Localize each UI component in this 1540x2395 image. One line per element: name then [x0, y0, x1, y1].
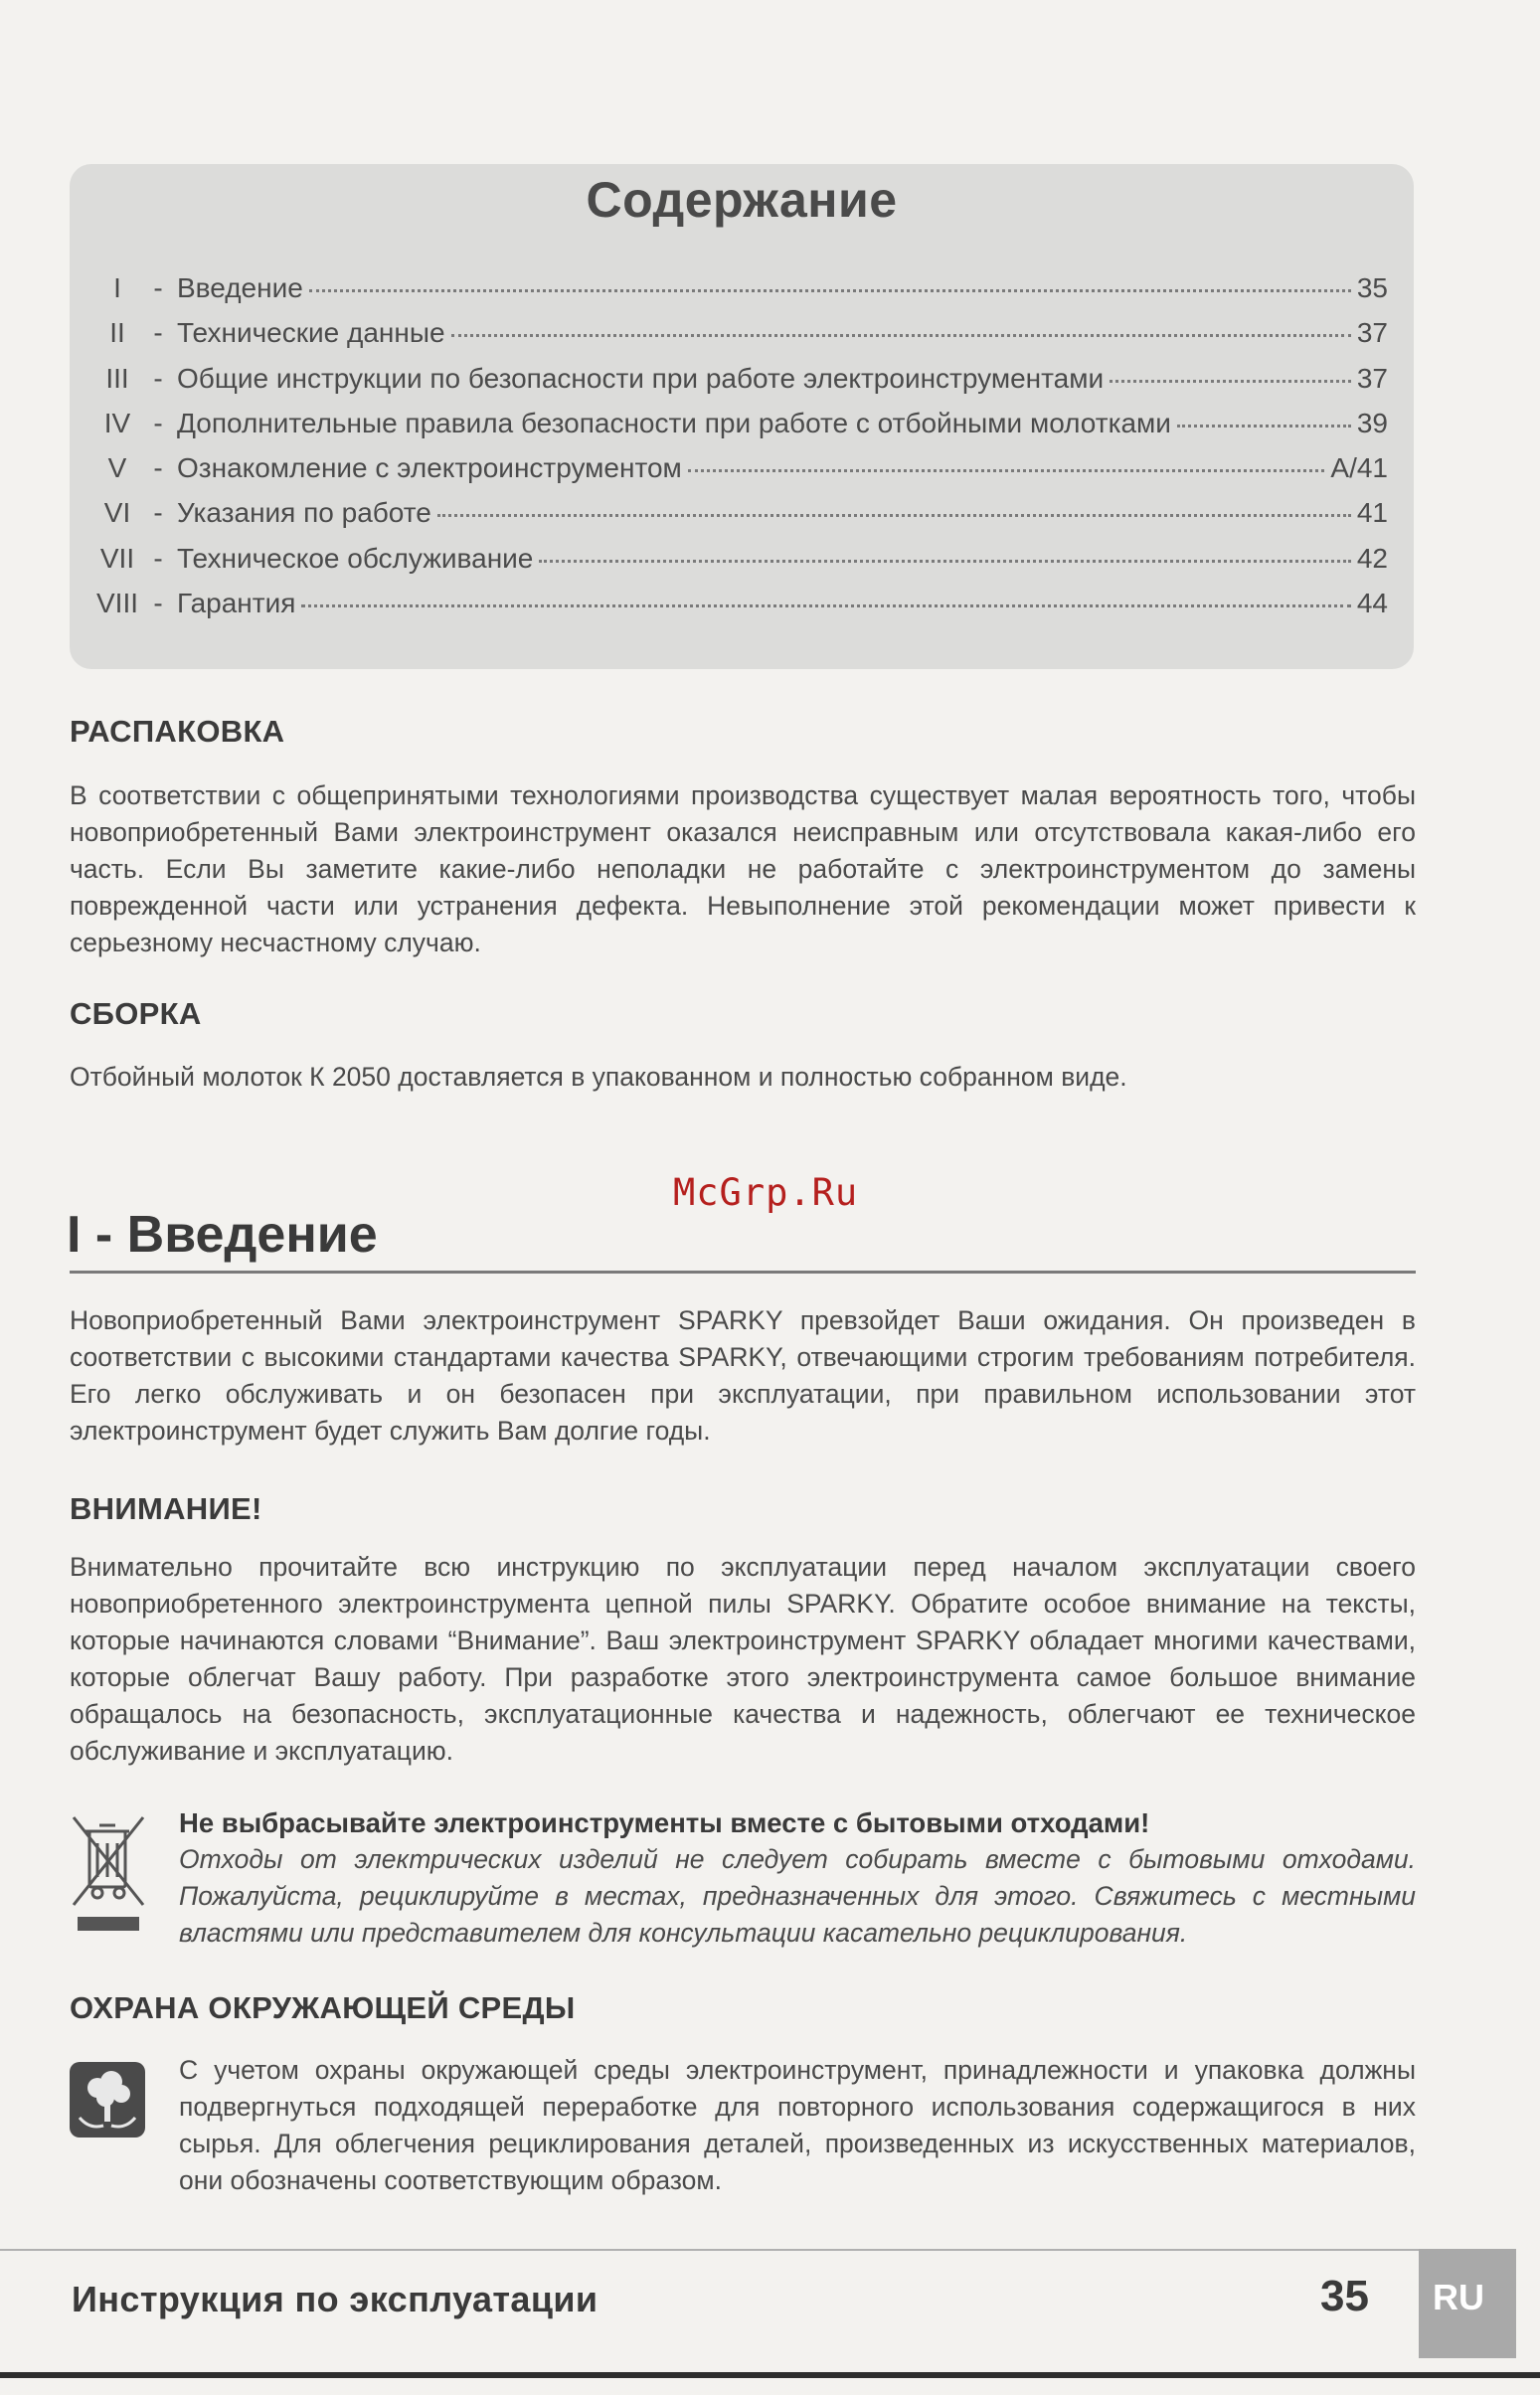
footer-divider	[0, 2249, 1516, 2251]
section-title: I - Введение	[67, 1206, 378, 1264]
footer-title: Инструкция по эксплуатации	[72, 2279, 599, 2319]
watermark: McGrp.Ru	[673, 1171, 859, 1214]
crossed-bin-icon	[68, 1809, 147, 1941]
toc-item[interactable]	[95, 497, 1388, 542]
toc-item-number: V	[107, 452, 127, 484]
toc-item-number: VIII	[95, 588, 138, 619]
toc-separator: -	[153, 272, 163, 303]
toc-item-label: Технические данные	[177, 317, 445, 349]
toc-item[interactable]	[95, 452, 1388, 497]
toc-separator: -	[153, 497, 163, 529]
bottom-border	[0, 2372, 1540, 2378]
toc-item-number: VII	[99, 542, 135, 574]
toc-separator: -	[153, 407, 163, 438]
toc-item-label: Введение	[177, 272, 303, 303]
toc-item-page: 37	[1356, 362, 1388, 394]
toc-item[interactable]	[95, 408, 1388, 452]
toc-leader	[301, 604, 1350, 607]
attention-text: Внимательно прочитайте всю инструкцию по эксплуатации перед началом эксплуатации своего новоприобретенного электроинструмента цепной пилы SPARKY. Обратите особое внимание на тексты, которые начинаются словами “Внимание”. Ваш электроинструмент SPARKY обладает многими качествами, которые облегчат Вашу работу. При разработке этого электроинструмента самое большое внимание обращалось на безопасность, эксплуатационные качества и надежность, облегчают ее техническое обслуживание и эксплуатацию.	[70, 1552, 1416, 1766]
toc-list	[95, 272, 1388, 632]
toc-item-page: 42	[1356, 542, 1388, 574]
toc-item-number: VI	[103, 497, 131, 529]
toc-item-number: I	[113, 272, 121, 303]
toc-leader	[539, 560, 1350, 563]
toc-separator: -	[153, 542, 163, 574]
section-divider	[70, 1271, 1416, 1274]
toc-item-page: 41	[1356, 497, 1388, 529]
toc-item-number: III	[105, 362, 129, 394]
language-label: RU	[1433, 2277, 1484, 2317]
toc-leader	[451, 334, 1351, 337]
toc-item[interactable]	[95, 543, 1388, 588]
assembly-text: Отбойный молоток К 2050 доставляется в упакованном и полностью собранном виде.	[70, 1062, 1127, 1092]
toc-item-page: 39	[1356, 407, 1388, 438]
assembly-heading: СБОРКА	[70, 996, 202, 1031]
toc-leader	[1177, 425, 1351, 428]
toc-item[interactable]	[95, 588, 1388, 632]
toc-separator: -	[153, 362, 163, 394]
toc-item-page: A/41	[1330, 452, 1388, 484]
toc-item-page: 35	[1356, 272, 1388, 303]
toc-separator: -	[153, 317, 163, 349]
toc-item-label: Указания по работе	[177, 497, 431, 529]
unpacking-text: В соответствии с общепринятыми технологиями производства существует малая вероятность того, чтобы новоприобретенный Вами электроинструмент оказался неисправным или отсутствовала какая-либо его часть. Если Вы заметите какие-либо неполадки не работайте с электроинструментом до замены поврежденной части или устранения дефекта. Невыполнение этой рекомендации может привести к серьезному несчастному случаю.	[70, 780, 1416, 957]
toc-item-label: Общие инструкции по безопасности при работе электроинструментами	[177, 362, 1105, 394]
toc-item-label: Техническое обслуживание	[177, 542, 534, 574]
toc-item-page: 44	[1356, 588, 1388, 619]
toc-item-number: II	[109, 317, 125, 349]
toc-item[interactable]	[95, 317, 1388, 362]
toc-leader	[688, 469, 1325, 472]
disposal-text: Отходы от электрических изделий не следует собирать вместе с бытовыми отходами. Пожалуйста, рециклируйте в местах, предназначенных для этого. Свяжитесь с местными властями или представителем для консультации касательно рециклирования.	[179, 1844, 1416, 1948]
intro-text: Новоприобретенный Вами электроинструмент SPARKY превзойдет Ваши ожидания. Он произведен в соответствии с высокими стандартами качества SPARKY, отвечающими строгим требованиям потребителя. Его легко обслуживать и он безопасен при эксплуатации, при правильном использовании этот электроинструмент будет служить Вам долгие годы.	[70, 1305, 1416, 1446]
toc-separator: -	[153, 452, 163, 484]
toc-leader	[1110, 380, 1351, 383]
page-number: 35	[1320, 2272, 1369, 2320]
toc-title: Содержание	[586, 172, 898, 228]
toc-leader	[437, 514, 1351, 517]
attention-heading: ВНИМАНИЕ!	[70, 1491, 262, 1526]
environment-heading: ОХРАНА ОКРУЖАЮЩЕЙ СРЕДЫ	[70, 1990, 576, 2025]
toc-item-number: IV	[103, 407, 131, 438]
recycle-tree-icon	[68, 2060, 147, 2139]
toc-item-label: Ознакомление с электроинструментом	[177, 452, 682, 484]
unpacking-heading: РАСПАКОВКА	[70, 714, 285, 749]
toc-item[interactable]	[95, 363, 1388, 408]
toc-separator: -	[153, 588, 163, 619]
toc-item[interactable]	[95, 272, 1388, 317]
disposal-heading: Не выбрасывайте электроинструменты вместе с бытовыми отходами!	[179, 1807, 1150, 1838]
toc-leader	[309, 289, 1351, 292]
environment-text: С учетом охраны окружающей среды электроинструмент, принадлежности и упаковка должны подвергнуться подходящей переработке для повторного использования содержащигося в них сырья. Для облегчения рециклирования деталей, произведенных из искусственных материалов, они обозначены соответствующим образом.	[179, 2055, 1416, 2195]
toc-item-page: 37	[1356, 317, 1388, 349]
toc-item-label: Дополнительные правила безопасности при работе с отбойными молотками	[177, 407, 1171, 438]
toc-item-label: Гарантия	[177, 588, 296, 619]
